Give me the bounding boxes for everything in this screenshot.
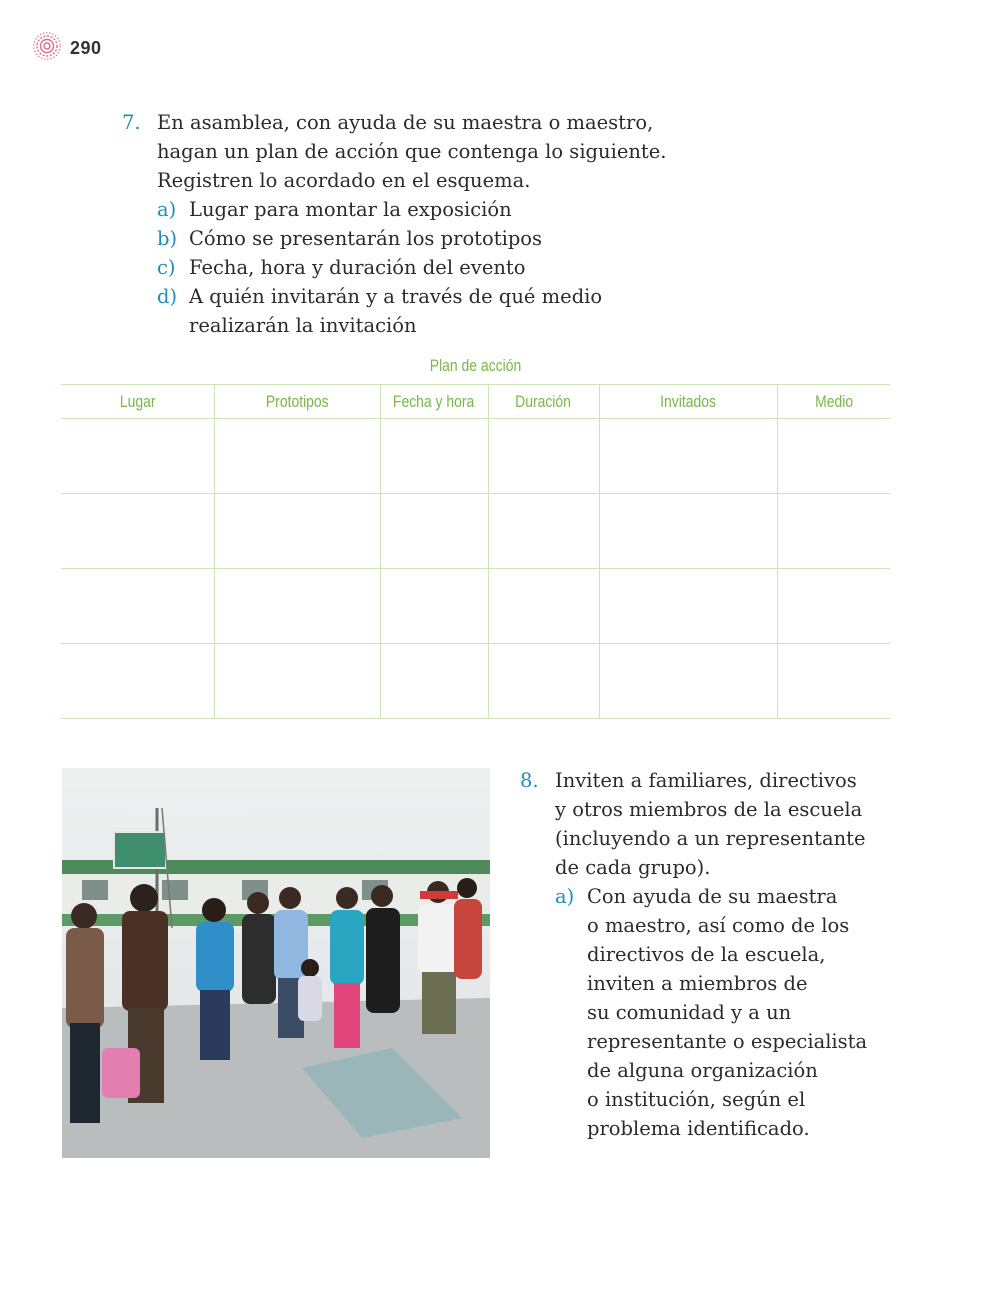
table-cell[interactable] xyxy=(380,494,488,569)
item-letter: c) xyxy=(157,256,176,279)
item-text: o maestro, así como de los xyxy=(587,914,850,937)
item-letter: a) xyxy=(555,885,575,908)
table-cell[interactable] xyxy=(488,644,599,719)
table-cell[interactable] xyxy=(599,494,777,569)
table-cell[interactable] xyxy=(214,569,380,644)
table-title: Plan de acción xyxy=(429,356,522,375)
table-cell[interactable] xyxy=(488,569,599,644)
table-cell[interactable] xyxy=(599,644,777,719)
table-cell[interactable] xyxy=(61,644,214,719)
table-cell[interactable] xyxy=(777,569,890,644)
item-letter: a) xyxy=(157,198,177,221)
item-text: Con ayuda de su maestra xyxy=(587,885,838,908)
question-text-line: y otros miembros de la escuela xyxy=(555,798,863,821)
item-text: Cómo se presentarán los prototipos xyxy=(189,227,543,250)
question-text-line: hagan un plan de acción que contenga lo siguiente. xyxy=(157,140,667,163)
table-cell[interactable] xyxy=(380,419,488,494)
table-cell[interactable] xyxy=(599,419,777,494)
item-text: representante o especialista xyxy=(587,1030,868,1053)
table-cell[interactable] xyxy=(777,419,890,494)
column-header: Lugar xyxy=(61,385,214,419)
item-text: Lugar para montar la exposición xyxy=(189,198,512,221)
item-text: inviten a miembros de xyxy=(587,972,808,995)
column-header: Duración xyxy=(488,385,599,419)
item-text: de alguna organización xyxy=(587,1059,818,1082)
action-plan-table xyxy=(61,384,890,719)
list-item xyxy=(157,224,722,253)
table-row xyxy=(61,419,890,494)
question-number: 8. xyxy=(520,769,539,792)
table-header-row xyxy=(61,385,890,419)
question-text-line: Inviten a familiares, directivos xyxy=(555,769,857,792)
question-text-line: Registren lo acordado en el esquema. xyxy=(157,169,531,192)
item-text: directivos de la escuela, xyxy=(587,943,826,966)
table-cell[interactable] xyxy=(599,569,777,644)
table-cell[interactable] xyxy=(61,569,214,644)
list-item xyxy=(157,195,722,224)
table-cell[interactable] xyxy=(488,419,599,494)
question-7 xyxy=(122,108,722,340)
table-cell[interactable] xyxy=(488,494,599,569)
list-item xyxy=(157,253,722,282)
column-header: Fecha y hora xyxy=(380,385,488,419)
item-text: problema identificado. xyxy=(587,1117,810,1140)
list-item xyxy=(157,282,722,340)
item-text: realizarán la invitación xyxy=(189,314,417,337)
table-cell[interactable] xyxy=(214,419,380,494)
question-8 xyxy=(520,766,900,1143)
column-header: Invitados xyxy=(599,385,777,419)
table-cell[interactable] xyxy=(214,494,380,569)
table-cell[interactable] xyxy=(61,419,214,494)
item-text: A quién invitarán y a través de qué medio xyxy=(189,285,603,308)
table-cell[interactable] xyxy=(777,644,890,719)
page-header xyxy=(32,31,102,65)
item-text: Fecha, hora y duración del evento xyxy=(189,256,526,279)
table-cell[interactable] xyxy=(777,494,890,569)
item-text: su comunidad y a un xyxy=(587,1001,792,1024)
table-cell[interactable] xyxy=(61,494,214,569)
community-gathering-photo xyxy=(62,768,490,1158)
page-number: 290 xyxy=(70,37,102,58)
column-header: Prototipos xyxy=(214,385,380,419)
table-cell[interactable] xyxy=(214,644,380,719)
column-header: Medio xyxy=(777,385,890,419)
item-letter: b) xyxy=(157,227,178,250)
question-text-line: En asamblea, con ayuda de su maestra o maestro, xyxy=(157,111,654,134)
table-cell[interactable] xyxy=(380,644,488,719)
item-letter: d) xyxy=(157,285,178,308)
question-text-line: de cada grupo). xyxy=(555,856,711,879)
table-row xyxy=(61,494,890,569)
question-number: 7. xyxy=(122,111,141,134)
item-text: o institución, según el xyxy=(587,1088,806,1111)
table-row xyxy=(61,569,890,644)
sun-ornament-icon xyxy=(32,31,62,65)
table-row xyxy=(61,644,890,719)
question-text-line: (incluyendo a un representante xyxy=(555,827,866,850)
list-item xyxy=(555,882,900,1143)
table-cell[interactable] xyxy=(380,569,488,644)
